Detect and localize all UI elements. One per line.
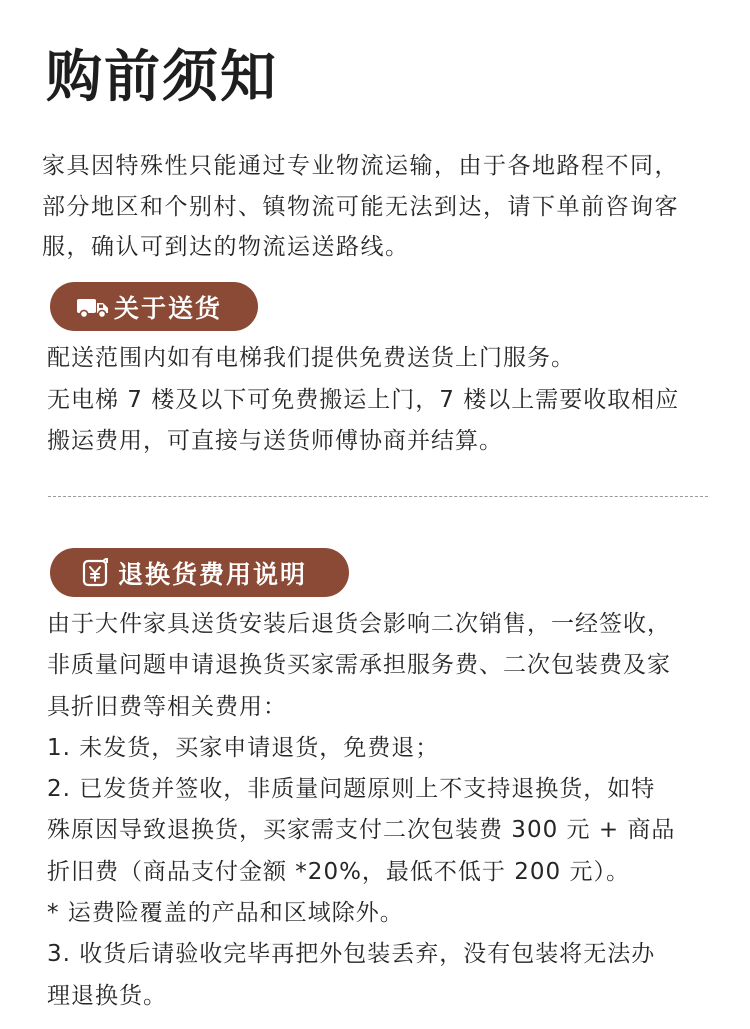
delivery-section xyxy=(47,338,727,463)
returns-section xyxy=(47,604,727,1017)
returns-line: 理退换货。 xyxy=(47,982,167,1009)
intro-paragraph xyxy=(42,146,714,268)
delivery-line: 搬运费用，可直接与送货师傅协商并结算。 xyxy=(47,428,503,454)
intro-line: 部分地区和个别村、镇物流可能无法到达，请下单前咨询客 xyxy=(42,193,679,220)
delivery-badge-label: 关于送货 xyxy=(114,293,223,323)
returns-badge xyxy=(50,548,349,597)
page-title: 购前须知 xyxy=(46,45,278,110)
returns-line: 非质量问题申请退换货买家需承担服务费、二次包装费及家 xyxy=(47,652,671,679)
delivery-line: 无电梯 7 楼及以下可免费搬运上门，7 楼以上需要收取相应 xyxy=(47,386,680,413)
returns-line: 1. 未发货，买家申请退货，免费退； xyxy=(47,734,440,761)
returns-line: 折旧费（商品支付金额 *20%，最低不低于 200 元）。 xyxy=(47,858,630,885)
returns-line: 3. 收货后请验收完毕再把外包装丢弃，没有包装将无法办 xyxy=(47,941,656,968)
yen-refund-icon xyxy=(80,558,114,588)
returns-line: 殊原因导致退换货，买家需支付二次包装费 300 元 + 商品 xyxy=(47,817,676,844)
returns-line: * 运费险覆盖的产品和区域除外。 xyxy=(47,900,404,927)
intro-line: 家具因特殊性只能通过专业物流运输，由于各地路程不同， xyxy=(42,153,679,179)
returns-badge-label: 退换货费用说明 xyxy=(118,559,308,589)
delivery-line: 配送范围内如有电梯我们提供免费送货上门服务。 xyxy=(47,345,575,371)
intro-line: 服，确认可到达的物流运送路线。 xyxy=(42,234,410,260)
truck-icon xyxy=(76,292,110,322)
returns-line: 2. 已发货并签收，非质量问题原则上不支持退换货，如特 xyxy=(47,776,656,803)
delivery-badge xyxy=(50,282,258,331)
section-divider xyxy=(48,496,708,497)
returns-line: 由于大件家具送货安装后退货会影响二次销售，一经签收， xyxy=(47,611,671,637)
returns-line: 具折旧费等相关费用： xyxy=(47,693,287,720)
